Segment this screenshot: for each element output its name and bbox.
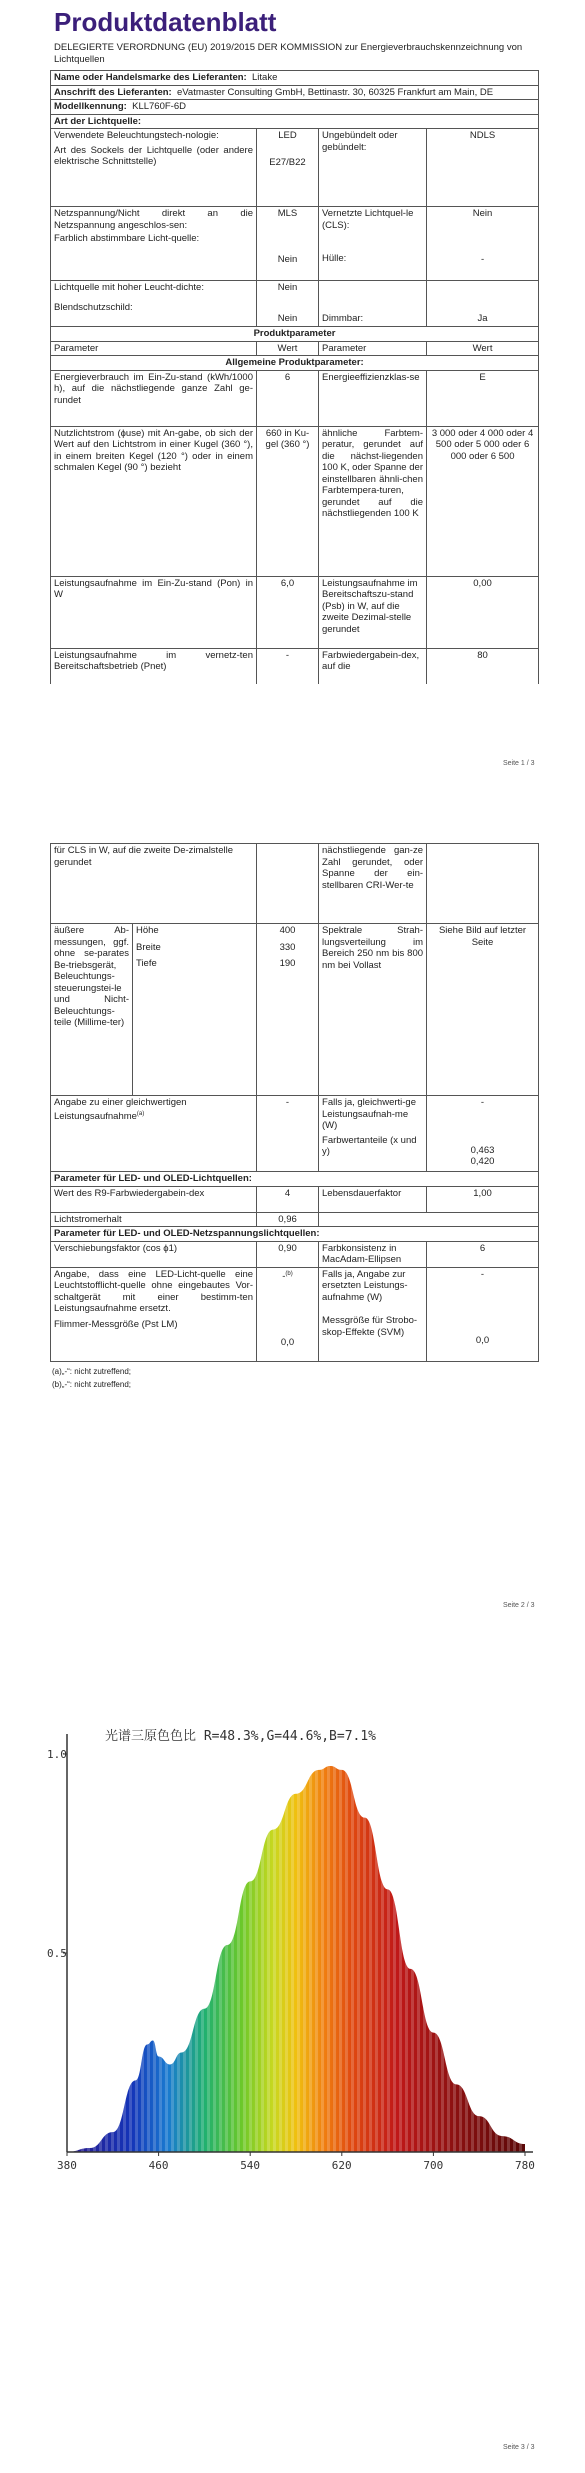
dimmable-value: Ja <box>477 313 488 324</box>
dimmable-label-cell <box>319 281 427 327</box>
svm-label: Messgröße für Strobo-skop-Effekte (SVM) <box>322 1315 418 1338</box>
address-row <box>51 85 539 100</box>
colour-consistency-value: 6 <box>427 1241 539 1267</box>
efficiency-class-label: Energieeffizienzklas-se <box>319 370 427 426</box>
equiv-label-cell <box>51 1096 257 1172</box>
mains-value: MLS <box>277 208 298 219</box>
lumen-maintenance-label: Lichtstromerhalt <box>51 1212 257 1227</box>
product-params-header: Produktparameter <box>51 327 539 342</box>
col-param-2: Parameter <box>319 341 427 356</box>
flicker-value: 0,0 <box>280 1337 295 1349</box>
replace-value-cell <box>257 1267 319 1361</box>
width-value: 330 <box>279 941 296 953</box>
tech-label: Verwendete Beleuchtungstech-nologie: <box>54 130 219 141</box>
power-factor-value: 0,90 <box>257 1241 319 1267</box>
high-lum-value: Nein <box>277 282 298 293</box>
dimension-names-cell <box>133 924 257 1096</box>
equiv-sup: (a) <box>136 1110 145 1117</box>
y-tick-label: 1.0 <box>47 1748 67 1761</box>
equiv-power-cell <box>319 1096 427 1172</box>
networked-standby-value: - <box>257 648 319 684</box>
empty-cell <box>319 1212 539 1227</box>
unbundled-label: Ungebündelt oder gebündelt: <box>319 129 427 207</box>
energy-value: 6 <box>257 370 319 426</box>
mains-value-cell <box>257 207 319 281</box>
colour-consistency-label: Farbkonsistenz in MacAdam-Ellipsen <box>319 1241 427 1267</box>
datasheet-table-2 <box>50 843 539 1362</box>
power-factor-label: Verschiebungsfaktor (cos ϕ1) <box>51 1241 257 1267</box>
colour-label: Farblich abstimmbare Licht-quelle: <box>54 233 200 244</box>
general-header: Allgemeine Produktparameter: <box>51 356 539 371</box>
tech-value: LED <box>278 130 297 141</box>
replace-power-value-cell <box>427 1267 539 1361</box>
chroma-y-value: 0,420 <box>470 1156 495 1167</box>
page-title: Produktdatenblatt <box>54 7 277 37</box>
chroma-x-value: 0,463 <box>470 1144 495 1156</box>
depth-value: 190 <box>279 958 296 969</box>
type-header: Art der Lichtquelle: <box>51 114 539 129</box>
chroma-label: Farbwertanteile (x und y) <box>322 1134 417 1157</box>
equiv-power-label: Falls ja, gleichwerti-ge Leistungsaufnah-me (W) <box>322 1097 416 1131</box>
cct-value: 3 000 oder 4 000 oder 4 500 oder 5 000 oder 6 000 oder 6 500 <box>427 426 539 576</box>
equiv-label: Angabe zu einer gleichwertigen Leistungsaufnahme <box>54 1097 187 1122</box>
equiv-power-value-cell <box>427 1096 539 1172</box>
high-lum-value-cell <box>257 281 319 327</box>
lifetime-label: Lebensdauerfaktor <box>319 1186 427 1212</box>
spectrum-caption: 光谱三原色色比 R=48.3%,G=44.6%,B=7.1% <box>105 1729 377 1744</box>
networked-standby-label: Leistungsaufnahme im vernetz-ten Bereitschaftsbetrieb (Pnet) <box>51 648 257 684</box>
standby-label: Leistungsaufnahme im Bereitschaftszu-stand (Psb) in W, auf die zweite Dezimal-stelle gerundet <box>319 576 427 648</box>
page-1 <box>50 8 538 684</box>
networked-standby-continued: für CLS in W, auf die zweite De-zimalstelle gerundet <box>51 844 257 924</box>
supplier-name-row <box>51 71 539 86</box>
supplier-name-value: Litake <box>252 72 278 83</box>
glare-label: Blendschutzschild: <box>54 301 133 313</box>
connected-value: Nein <box>472 208 493 219</box>
socket-value: E27/B22 <box>269 156 306 168</box>
replace-power-cell <box>319 1267 427 1361</box>
page-footer-2: Seite 2 / 3 <box>503 1602 535 1609</box>
envelope-label: Hülle: <box>322 253 347 264</box>
tech-label-cell <box>51 129 257 207</box>
connected-value-cell <box>427 207 539 281</box>
equiv-value: - <box>257 1096 319 1172</box>
colour-value: Nein <box>277 253 298 265</box>
replace-power-value: - <box>480 1268 485 1280</box>
col-param-1: Parameter <box>51 341 257 356</box>
page-footer-3: Seite 3 / 3 <box>503 2444 535 2451</box>
spectral-label: Spektrale Strah-lungsverteilung im Bereich 250 nm bis 800 nm bei Vollast <box>319 924 427 1096</box>
power-on-label: Leistungsaufnahme im Ein-Zu-stand (Pon) in W <box>51 576 257 648</box>
replace-sup: (b) <box>285 1270 293 1277</box>
x-tick-label: 460 <box>148 2159 169 2172</box>
x-tick-label: 380 <box>57 2159 77 2172</box>
cri-value: 80 <box>427 648 539 684</box>
dimensions-label: äußere Ab-messungen, ggf. ohne se-parates Be-triebsgerät, Beleuchtungs-steuerungstei-le und Nicht-Beleuchtungs-teile (Millime-ter) <box>51 924 133 1096</box>
flux-value: 660 in Ku-gel (360 °) <box>257 426 319 576</box>
address-label: Anschrift des Lieferanten: <box>54 86 172 98</box>
spectrum-svg <box>45 1692 542 2182</box>
supplier-name-label: Name oder Handelsmarke des Lieferanten: <box>54 72 247 83</box>
connected-label-cell <box>319 207 427 281</box>
mains-params-header: Parameter für LED- und OLED-Netzspannungslichtquellen: <box>51 1227 539 1242</box>
unbundled-value: NDLS <box>427 129 539 207</box>
address-value: eVatmaster Consulting GmbH, Bettinastr. 30, 60325 Frankfurt am Main, DE <box>177 86 494 98</box>
energy-label: Energieverbrauch im Ein-Zu-stand (kWh/1000 h), auf die nächstliegende ganze Zahl ge-rundet <box>51 370 257 426</box>
connected-label: Vernetzte Lichtquel-le (CLS): <box>322 208 414 231</box>
envelope-value: - <box>480 253 485 265</box>
replace-power-label: Falls ja, Angabe zur ersetzten Leistungs-aufnahme (W) <box>322 1268 408 1303</box>
replace-cell <box>51 1267 257 1361</box>
height-value: 400 <box>279 925 296 936</box>
r9-label: Wert des R9-Farbwiedergabein-dex <box>51 1186 257 1212</box>
model-value: KLL760F-6D <box>132 101 186 112</box>
tech-value-cell <box>257 129 319 207</box>
mains-label-cell <box>51 207 257 281</box>
cri-continued: nächstliegende gan-ze Zahl gerundet, oder Spanne der ein-stellbaren CRI-Wer-te <box>319 844 427 924</box>
standby-value: 0,00 <box>427 576 539 648</box>
power-on-value: 6,0 <box>257 576 319 648</box>
regulation-text: DELEGIERTE VERORDNUNG (EU) 2019/2015 DER KOMMISSION zur Energieverbrauchskennzeichnung von Lichtquellen <box>54 42 523 65</box>
empty-cell <box>257 844 319 924</box>
height-label: Höhe <box>136 925 159 936</box>
footnote-a: (a)„-“: nicht zutreffend; <box>52 1366 131 1376</box>
dimmable-value-cell <box>427 281 539 327</box>
x-tick-label: 540 <box>240 2159 261 2172</box>
x-tick-label: 700 <box>423 2159 444 2172</box>
footnote-b: (b)„-“: nicht zutreffend; <box>52 1379 131 1389</box>
efficiency-class-value: E <box>427 370 539 426</box>
width-label: Breite <box>136 941 161 953</box>
glare-value: Nein <box>277 312 298 324</box>
x-tick-label: 620 <box>331 2159 352 2172</box>
equiv-power-value: - <box>480 1097 485 1108</box>
col-value-1: Wert <box>257 341 319 356</box>
mains-label: Netzspannung/Nicht direkt an die Netzspannung angeschlos-sen: <box>54 208 253 231</box>
page-2 <box>50 843 538 1390</box>
model-row <box>51 100 539 115</box>
datasheet-table-1 <box>50 70 539 684</box>
cct-label: ähnliche Farbtem-peratur, gerundet auf die nächst-liegenden 100 K, oder Spanne der einstellbaren ähnli-chen Farbtempera-turen, gerundet auf die nächstliegenden 100 K <box>319 426 427 576</box>
depth-label: Tiefe <box>136 958 157 969</box>
lumen-maintenance-value: 0,96 <box>257 1212 319 1227</box>
r9-value: 4 <box>257 1186 319 1212</box>
spectral-value: Siehe Bild auf letzter Seite <box>427 924 539 1096</box>
high-lum-cell <box>51 281 257 327</box>
x-tick-label: 780 <box>515 2159 535 2172</box>
replace-label: Angabe, dass eine LED-Licht-quelle eine Leuchtstofflicht-quelle ohne eingebautes Vor-schaltgerät mit einer bestimm-ten Leistungsaufnahme ersetzt. <box>54 1268 254 1314</box>
led-params-header: Parameter für LED- und OLED-Lichtquellen: <box>51 1172 539 1187</box>
spectrum-chart <box>45 1692 542 2182</box>
dimension-values-cell <box>257 924 319 1096</box>
page-footer-1: Seite 1 / 3 <box>503 760 535 767</box>
y-tick-label: 0.5 <box>47 1947 67 1960</box>
empty-cell <box>427 844 539 924</box>
high-lum-label: Lichtquelle mit hoher Leucht-dichte: <box>54 282 204 293</box>
dimmable-label: Dimmbar: <box>322 313 364 324</box>
svm-value: 0,0 <box>475 1335 490 1346</box>
model-label: Modellkennung: <box>54 101 127 112</box>
flicker-label: Flimmer-Messgröße (Pst LM) <box>54 1318 178 1330</box>
replace-value: - <box>282 1270 286 1282</box>
cri-label: Farbwiedergabein-dex, auf die <box>319 648 427 684</box>
col-value-2: Wert <box>427 341 539 356</box>
socket-label: Art des Sockels der Lichtquelle (oder andere elektrische Schnittstelle) <box>54 144 253 167</box>
flux-label: Nutzlichtstrom (ɸuse) mit An-gabe, ob sich der Wert auf den Lichtstrom in einer Kugel (360 °), in einem breiten Kegel (120 °) oder in einem schmalen Kegel (90 °) bezieht <box>51 426 257 576</box>
lifetime-value: 1,00 <box>427 1186 539 1212</box>
